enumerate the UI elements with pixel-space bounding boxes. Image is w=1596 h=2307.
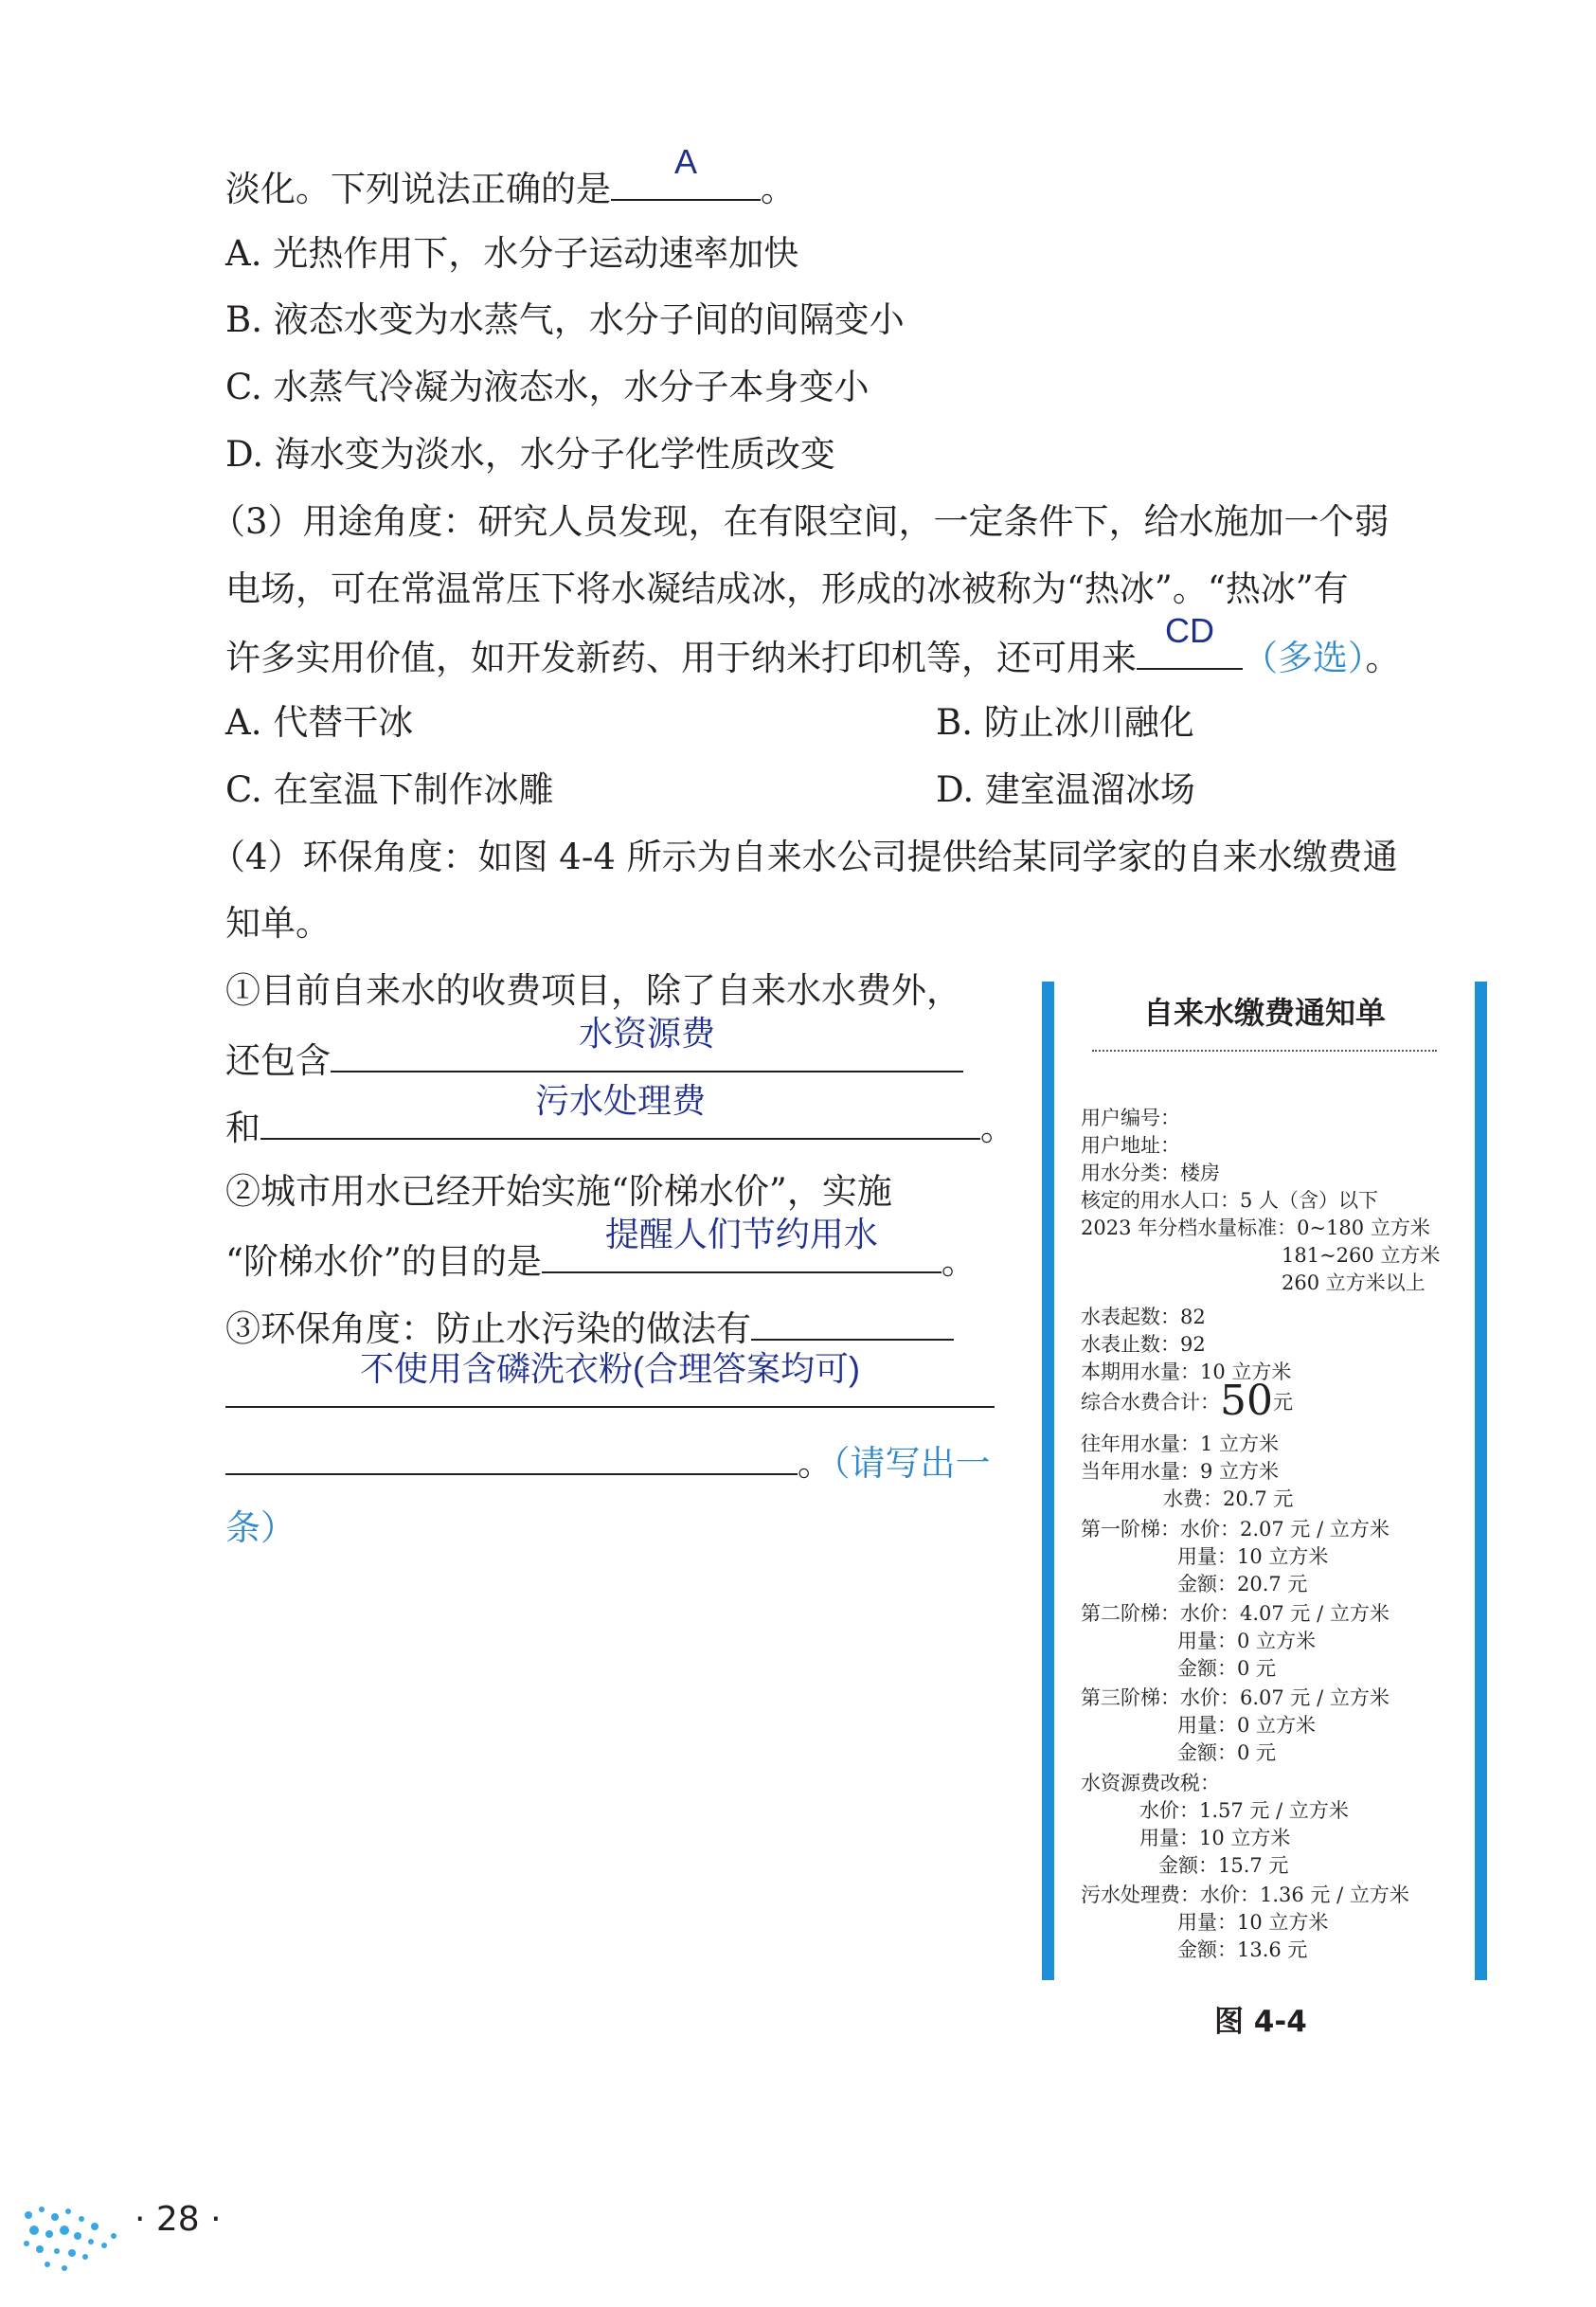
q4-sub1-blank2	[260, 1081, 980, 1140]
notice-total-label: 综合水费合计：	[1081, 1391, 1220, 1414]
q4-sub2-blank	[542, 1215, 941, 1273]
q3-line3-text: 许多实用价值，如开发新药、用于纳米打印机等，还可用来	[225, 638, 1137, 678]
notice-row: 第二阶梯：水价：4.07 元 / 立方米	[1081, 1602, 1390, 1625]
q4-sub3-answer: 不使用含磷洗衣粉(合理答案均可)	[360, 1349, 860, 1388]
q3-end: 。	[1365, 638, 1401, 678]
q4-sub3-note2: 条）	[225, 1507, 296, 1548]
notice-row: 金额：0 元	[1177, 1657, 1277, 1680]
q4-sub1-line3	[225, 1081, 1015, 1152]
notice-total-unit: 元	[1273, 1391, 1293, 1414]
q3-option-c: C. 在室温下制作冰雕	[225, 769, 554, 810]
notice-row: 核定的用水人口：5 人（含）以下	[1081, 1189, 1379, 1212]
notice-row: 金额：20.7 元	[1177, 1573, 1308, 1595]
figure-caption: 图 4-4	[1214, 2005, 1307, 2039]
q3-answer-blank	[1137, 611, 1243, 670]
notice-row: 2023 年分档水量标准：0~180 立方米	[1081, 1217, 1430, 1239]
q2-answer: A	[673, 142, 697, 181]
decorative-dots	[19, 2198, 133, 2283]
notice-row: 污水处理费：水价：1.36 元 / 立方米	[1081, 1883, 1409, 1906]
q3-line2: 电场，可在常温常压下将水凝结成冰，形成的冰被称为“热冰”。“热冰”有	[225, 568, 1349, 609]
notice-row: 水表止数：92	[1081, 1333, 1206, 1356]
q4-sub2-answer: 提醒人们节约用水	[604, 1215, 878, 1253]
q4-sub2-end: 。	[941, 1241, 977, 1282]
q4-sub2-line2	[225, 1215, 977, 1286]
q3-line1: （3）用途角度：研究人员发现，在有限空间，一定条件下，给水施加一个弱	[210, 501, 1390, 542]
notice-row: 金额：0 元	[1177, 1741, 1277, 1764]
q2-stem-line	[225, 142, 796, 213]
notice-row: 本期用水量：10 立方米	[1081, 1361, 1292, 1383]
notice-row: 水资源费改税：	[1081, 1772, 1220, 1794]
q2-end: 。	[761, 169, 796, 209]
q4-sub1-line1: ①目前自来水的收费项目，除了自来水水费外，	[225, 970, 961, 1011]
q2-option-c: C. 水蒸气冷凝为液态水，水分子本身变小	[225, 367, 870, 407]
q4-sub3-note1: （请写出一	[833, 1443, 991, 1484]
q2-answer-blank	[611, 142, 761, 201]
notice-total	[1081, 1377, 1293, 1425]
notice-row: 181~260 立方米	[1282, 1244, 1441, 1267]
q4-sub1-answer2: 污水处理费	[534, 1081, 706, 1120]
notice-row: 水价：1.57 元 / 立方米	[1139, 1799, 1349, 1822]
notice-row: 当年用水量：9 立方米	[1081, 1460, 1280, 1483]
q4-sub3-prefix: ③环保角度：防止水污染的做法有	[225, 1308, 751, 1349]
q4-sub2-prefix: “阶梯水价”的目的是	[225, 1241, 542, 1282]
notice-row: 水费：20.7 元	[1163, 1487, 1294, 1510]
q4-line1: （4）环保角度：如图 4-4 所示为自来水公司提供给某同学家的自来水缴费通	[210, 837, 1398, 877]
q4-sub1-blank1	[331, 1014, 963, 1072]
notice-row: 用量：10 立方米	[1177, 1545, 1329, 1568]
notice-row: 用户地址：	[1081, 1134, 1180, 1157]
notice-row: 用量：0 立方米	[1177, 1630, 1317, 1652]
notice-row: 金额：13.6 元	[1177, 1938, 1308, 1961]
q4-sub2-line1: ②城市用水已经开始实施“阶梯水价”，实施	[225, 1171, 892, 1212]
notice-row: 260 立方米以上	[1282, 1271, 1426, 1294]
notice-row: 第三阶梯：水价：6.07 元 / 立方米	[1081, 1686, 1390, 1709]
notice-row: 用量：10 立方米	[1139, 1827, 1291, 1849]
q4-sub1-answer1: 水资源费	[578, 1014, 715, 1053]
notice-row: 用水分类：楼房	[1081, 1162, 1220, 1184]
q4-sub3-blank2	[225, 1349, 995, 1408]
q3-option-b: B. 防止冰川融化	[936, 702, 1194, 743]
notice-row: 第一阶梯：水价：2.07 元 / 立方米	[1081, 1518, 1390, 1541]
notice-row: 用量：10 立方米	[1177, 1911, 1329, 1934]
q2-option-a: A. 光热作用下，水分子运动速率加快	[225, 233, 799, 274]
q4-sub3-blank3	[225, 1437, 798, 1475]
notice-title: 自来水缴费通知单	[1142, 995, 1386, 1031]
q3-line3	[225, 611, 1401, 682]
notice-divider	[1092, 1050, 1437, 1052]
q2-option-d: D. 海水变为淡水，水分子化学性质改变	[225, 434, 835, 475]
page-number: · 28 ·	[134, 2200, 222, 2239]
q4-sub3-blank1	[751, 1303, 954, 1341]
notice-row: 金额：15.7 元	[1158, 1854, 1289, 1877]
q4-sub3-line3	[225, 1437, 991, 1487]
q3-note: （多选）	[1243, 638, 1366, 678]
q2-option-b: B. 液态水变为水蒸气，水分子间的间隔变小	[225, 299, 905, 340]
q3-option-a: A. 代替干冰	[225, 702, 414, 743]
q4-sub3-end: 。	[798, 1443, 833, 1484]
notice-row: 往年用水量：1 立方米	[1081, 1433, 1280, 1455]
q4-sub1-end: 。	[980, 1108, 1015, 1148]
q4-line2: 知单。	[225, 903, 331, 944]
q4-sub3-line2	[225, 1349, 995, 1420]
q3-answer: CD	[1165, 611, 1214, 650]
q3-option-d: D. 建室温溜冰场	[936, 769, 1195, 810]
q4-sub1-prefix: 还包含	[225, 1040, 331, 1081]
water-bill-notice	[1042, 982, 1487, 1980]
q2-stem: 淡化。下列说法正确的是	[225, 169, 611, 209]
notice-total-value: 50	[1220, 1377, 1273, 1425]
notice-row: 水表起数：82	[1081, 1306, 1206, 1328]
notice-row: 用户编号：	[1081, 1107, 1180, 1129]
q4-sub1-and: 和	[225, 1108, 260, 1148]
notice-row: 用量：0 立方米	[1177, 1714, 1317, 1737]
